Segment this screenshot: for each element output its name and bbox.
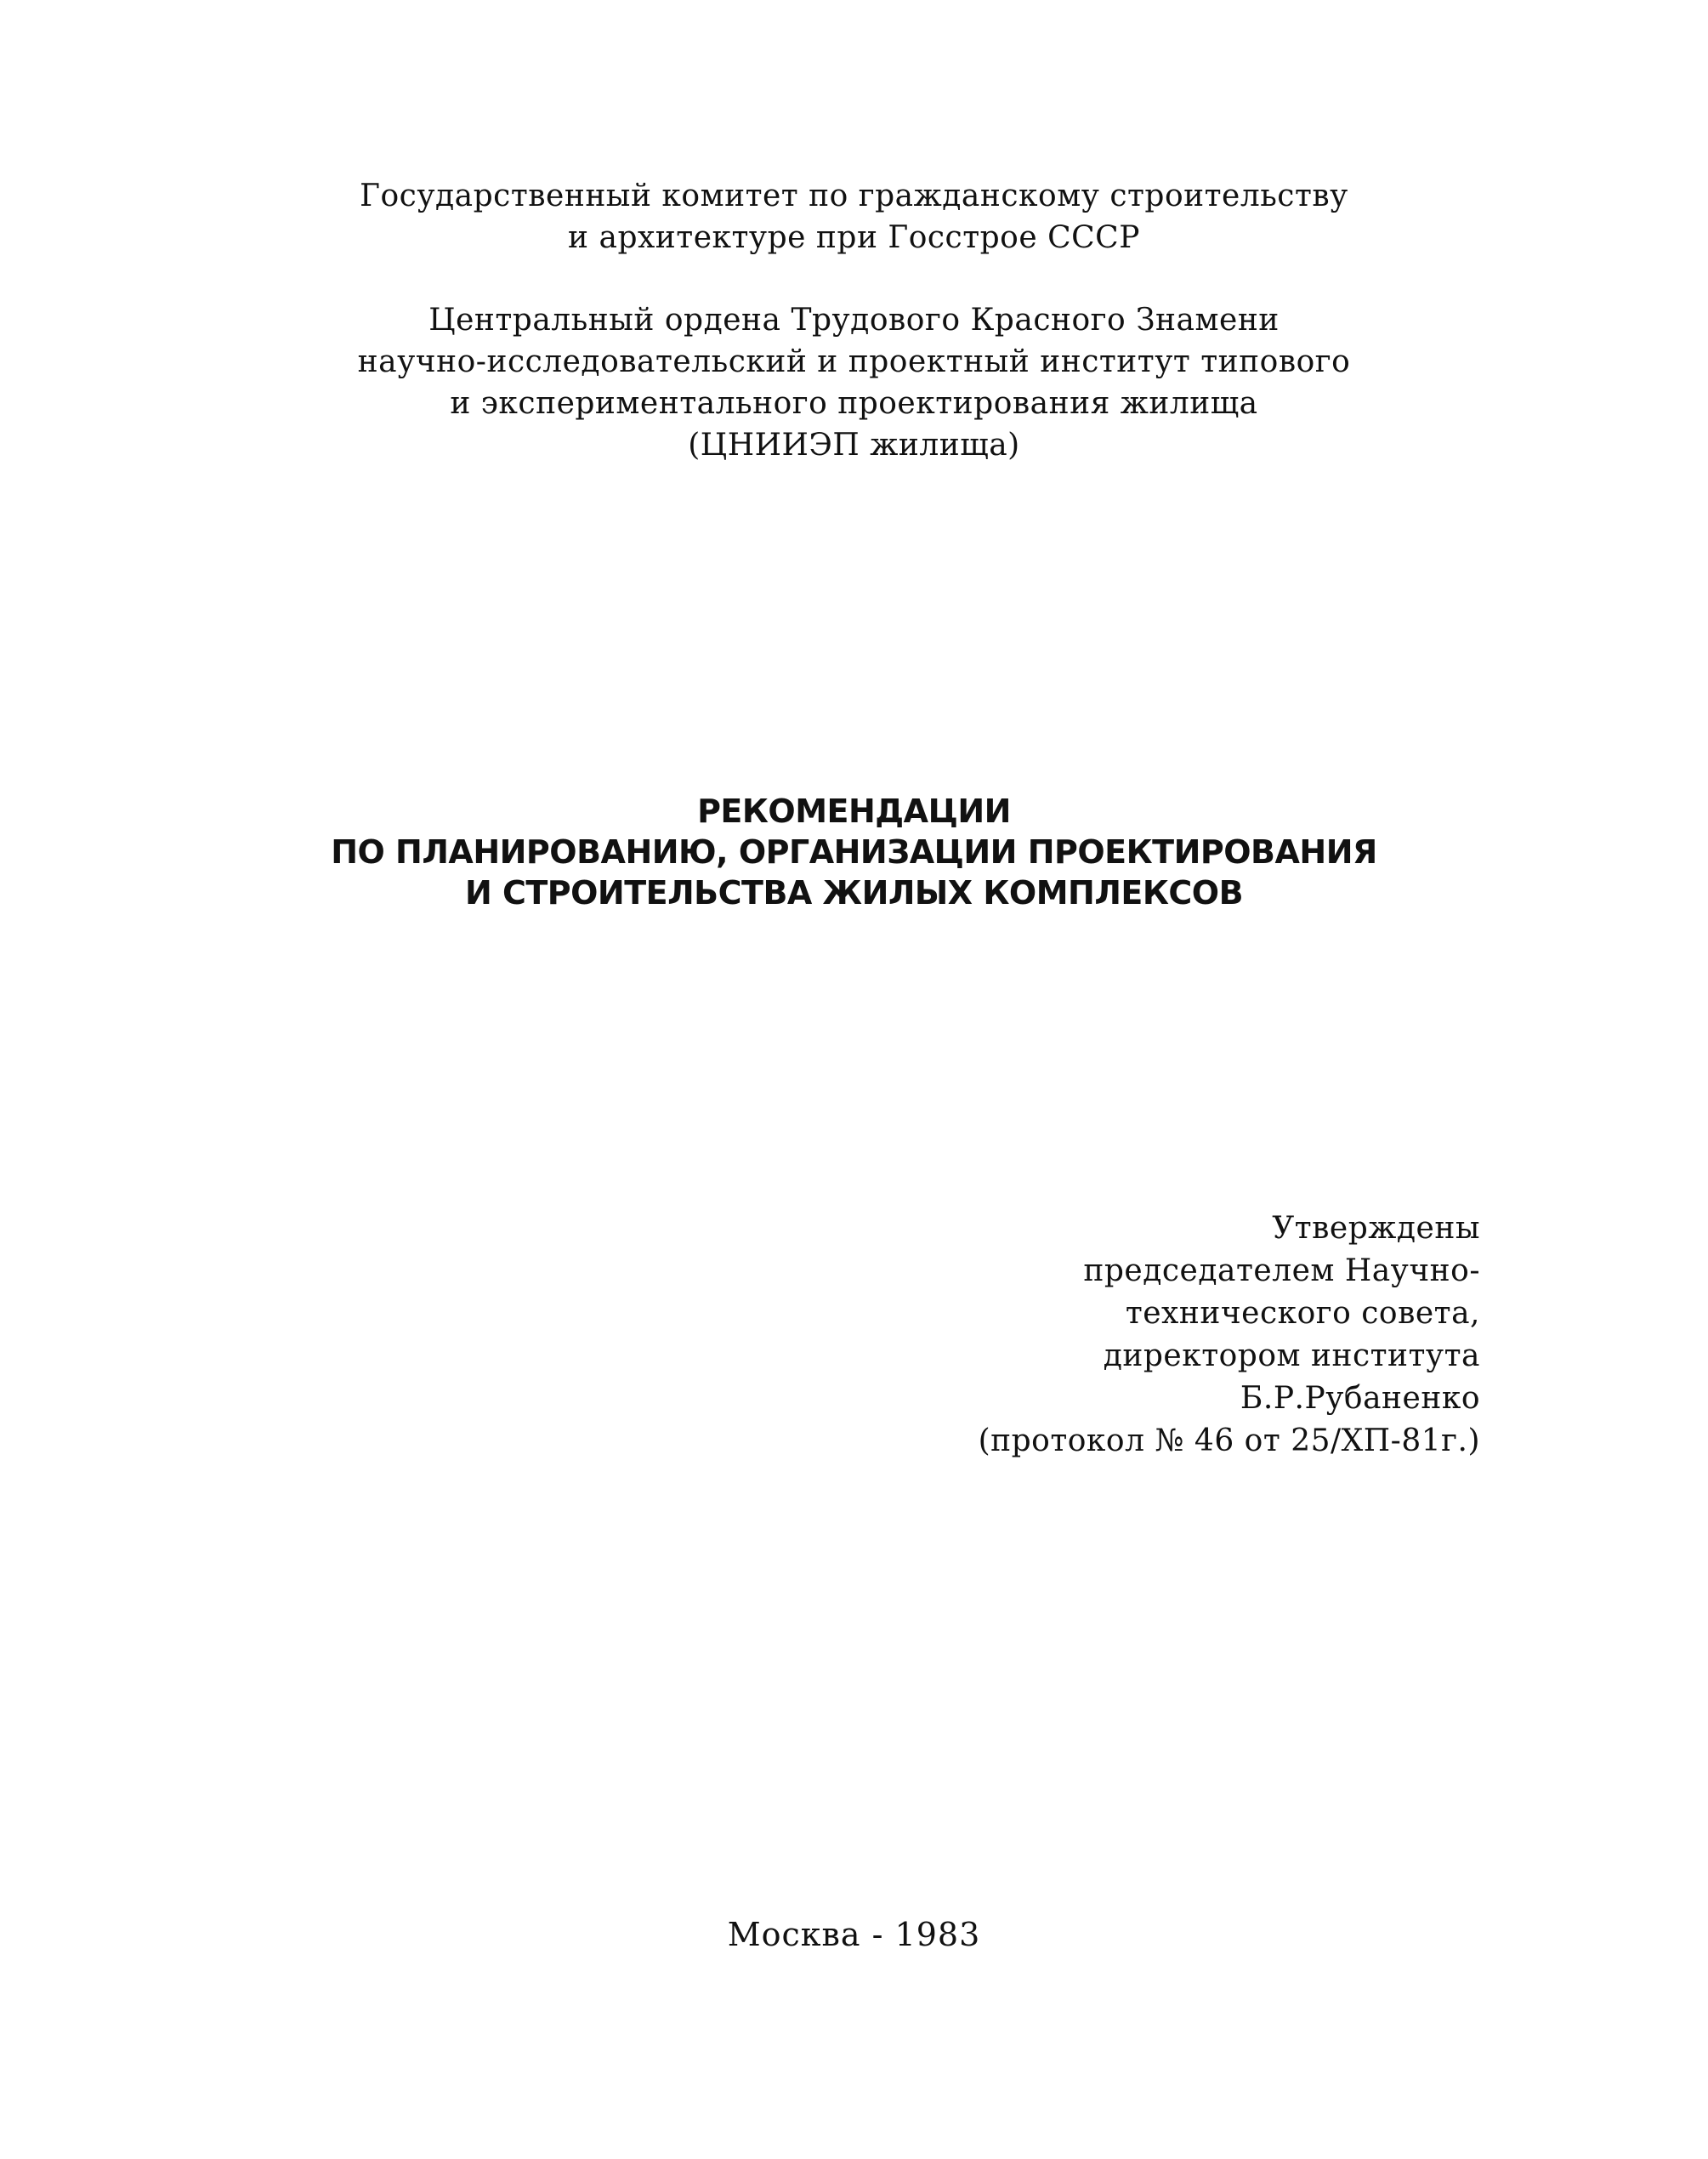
title-line: РЕКОМЕНДАЦИИ <box>697 793 1011 830</box>
institute-line: и экспериментального проектирования жилища <box>450 386 1258 421</box>
institute-heading <box>0 299 1708 466</box>
place-year-text: Москва - 1983 <box>727 1916 981 1953</box>
place-and-year <box>0 1913 1708 1956</box>
approval-line: директором института <box>1103 1338 1480 1373</box>
title-line: ПО ПЛАНИРОВАНИЮ, ОРГАНИЗАЦИИ ПРОЕКТИРОВАНИЯ <box>331 833 1377 871</box>
institute-line: Центральный ордена Трудового Красного Знамени <box>428 303 1280 338</box>
approval-note <box>979 1207 1480 1463</box>
approval-line: Утверждены <box>1272 1211 1480 1246</box>
approval-line: председателем Научно- <box>1083 1253 1480 1288</box>
document-title <box>0 791 1708 913</box>
committee-line: и архитектуре при Госстрое СССР <box>568 220 1140 255</box>
approval-line: технического совета, <box>1125 1296 1480 1331</box>
committee-line: Государственный комитет по гражданскому строительству <box>360 179 1348 213</box>
committee-heading <box>0 175 1708 259</box>
institute-line: научно-исследовательский и проектный институт типового <box>357 344 1351 379</box>
title-line: И СТРОИТЕЛЬСТВА ЖИЛЫХ КОМПЛЕКСОВ <box>464 874 1244 912</box>
approver-name: Б.Р.Рубаненко <box>1240 1381 1480 1416</box>
institute-abbreviation: (ЦНИИЭП жилища) <box>688 428 1020 463</box>
protocol-reference: (протокол № 46 от 25/ХП-81г.) <box>978 1423 1480 1458</box>
